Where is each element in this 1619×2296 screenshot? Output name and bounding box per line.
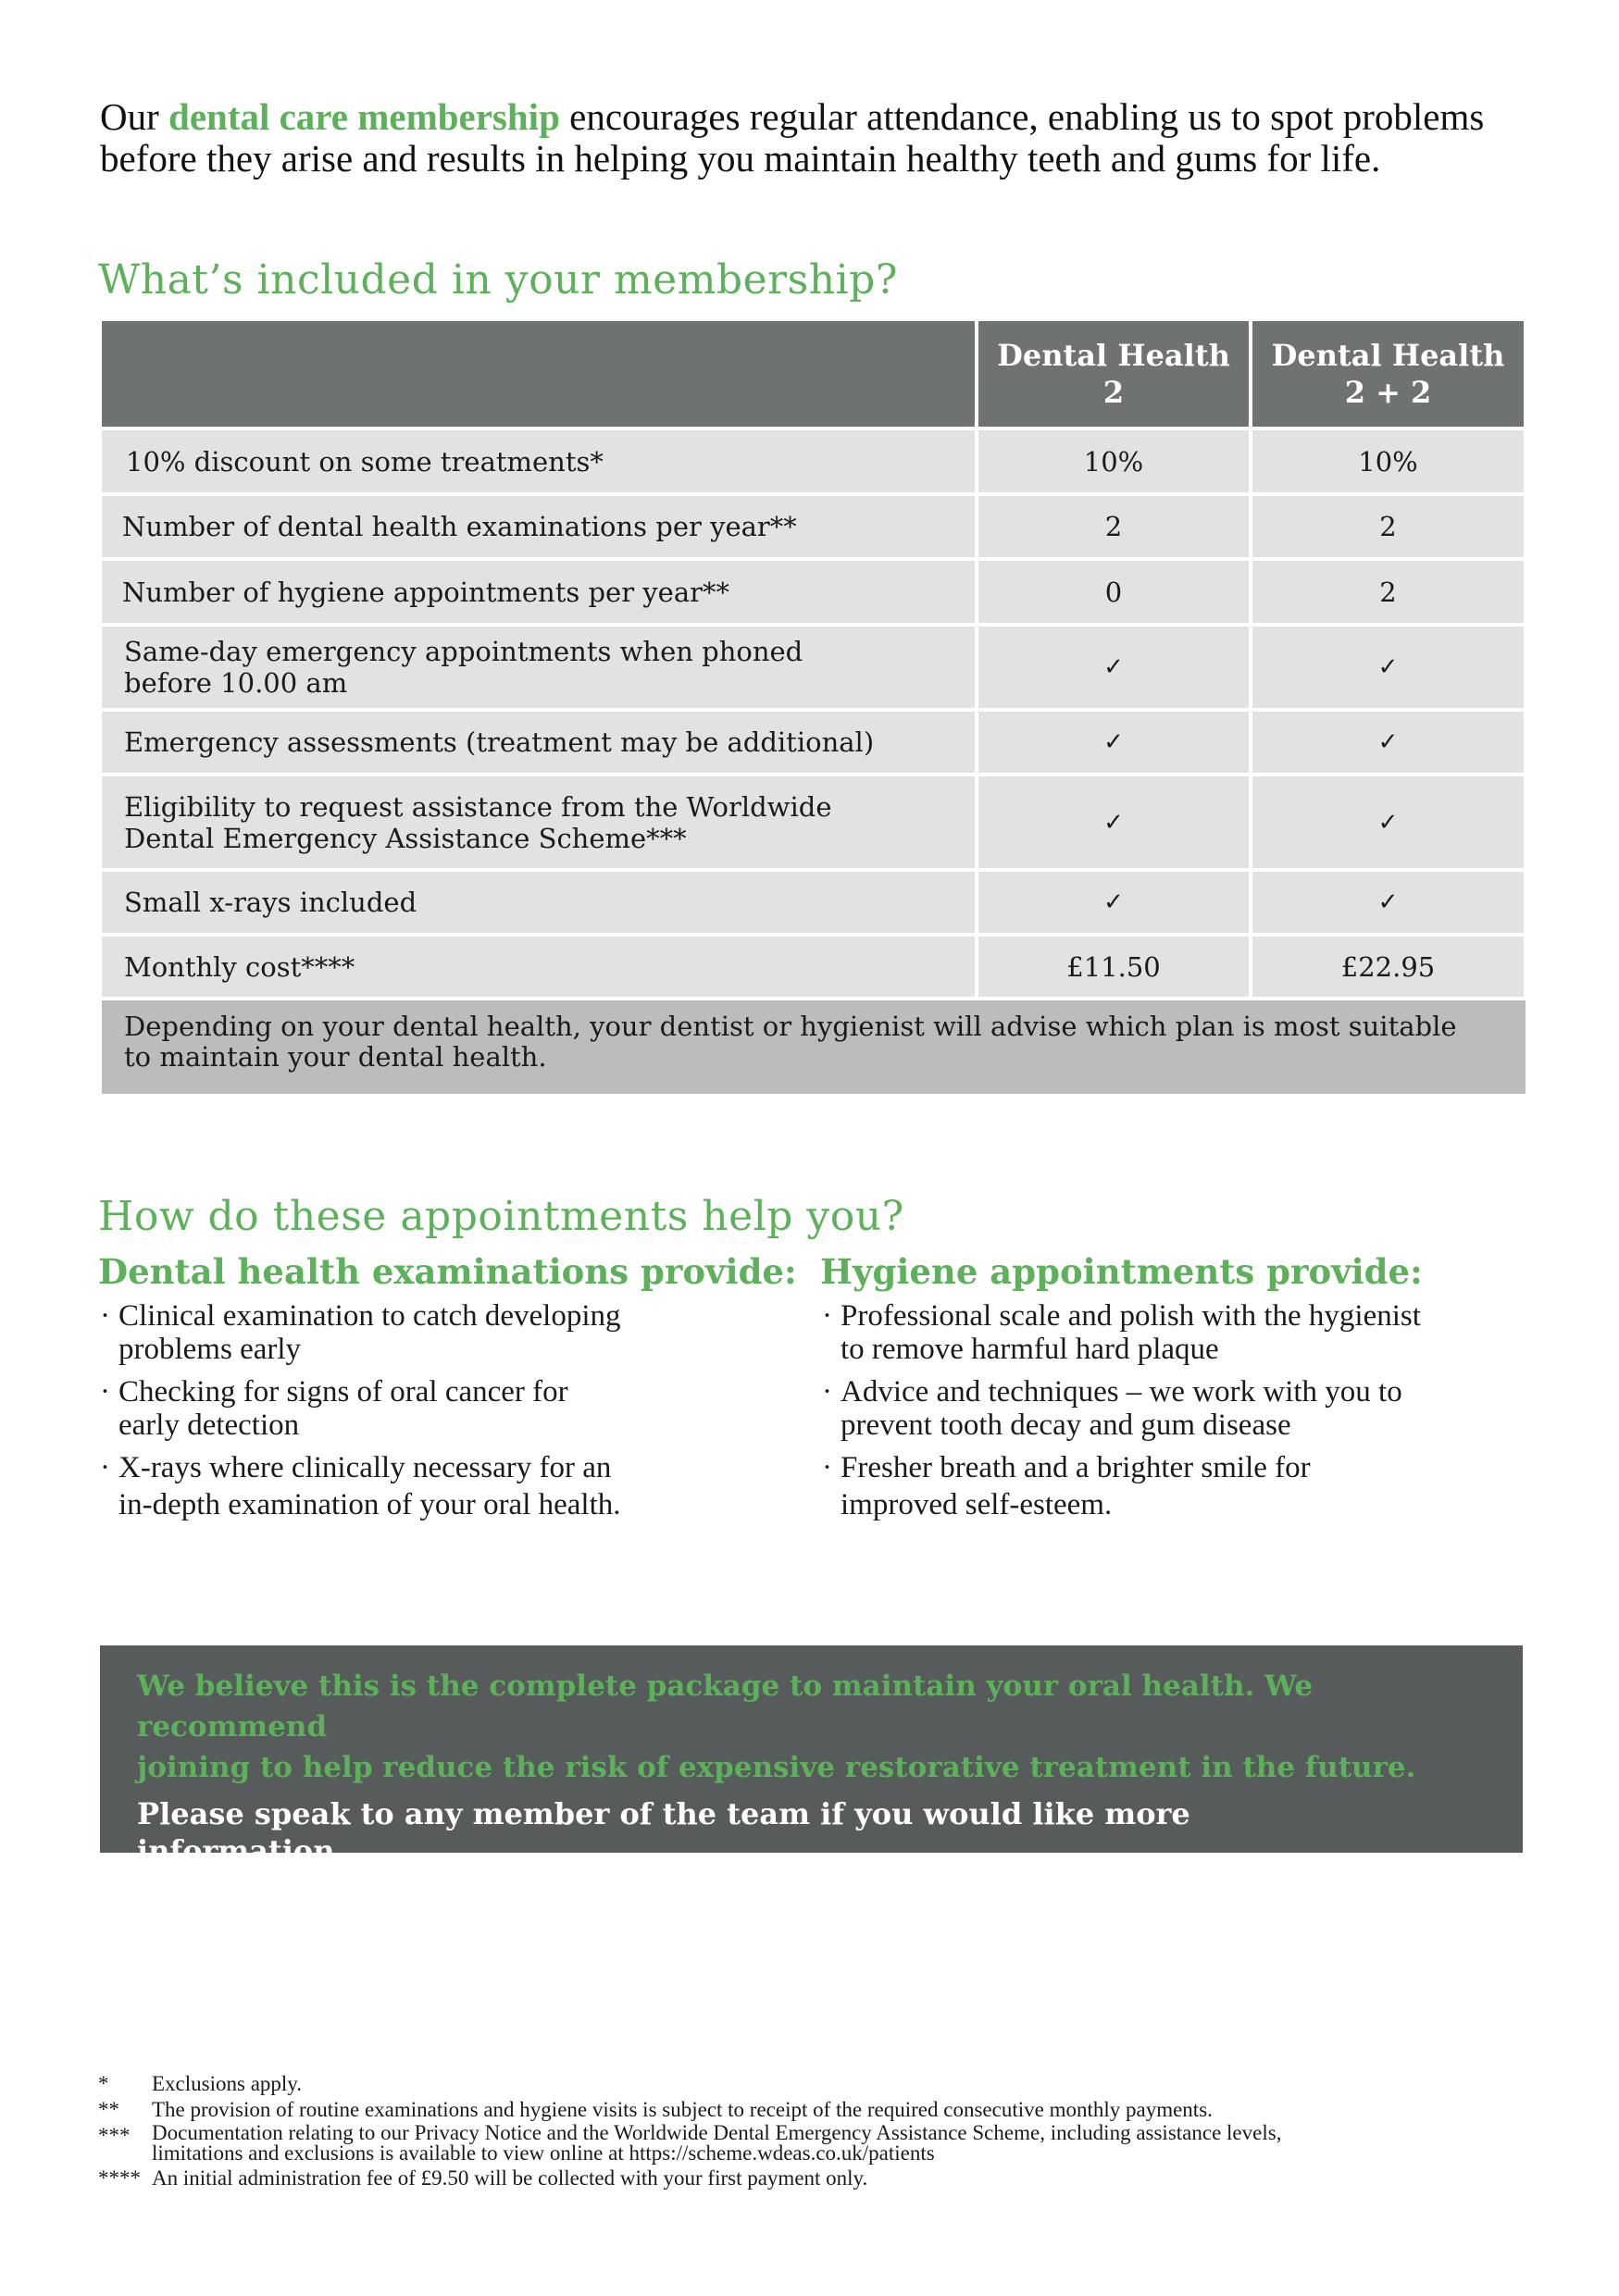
plan2-price: £22.95 — [1252, 937, 1524, 997]
plan2-value: 2 — [1252, 496, 1524, 557]
footnote-marker: * — [98, 2072, 109, 2095]
feature-line: Eligibility to request assistance from the Worldwide — [124, 790, 832, 823]
check-icon: ✓ — [1377, 728, 1399, 756]
intro-highlight: dental care membership — [168, 95, 560, 138]
footnote — [98, 2166, 1542, 2191]
list-item — [98, 1375, 746, 1442]
footnote-link-text: limitations and exclusions is available to view online at https://scheme.wdeas.co.uk/patients — [152, 2141, 935, 2165]
plan2-value — [1252, 712, 1524, 773]
table-row — [102, 496, 1524, 557]
list-item — [98, 1451, 746, 1521]
cta-line: We believe this is the complete package to maintain your oral health. We recommend — [137, 1669, 1314, 1744]
plan2-value — [1252, 627, 1524, 708]
footnote — [98, 2097, 1542, 2122]
list-item-line: Checking for signs of oral cancer for — [118, 1375, 568, 1409]
plan1-value — [978, 776, 1249, 868]
list-item-line: problems early — [118, 1333, 302, 1366]
table-row-monthly-cost — [102, 937, 1524, 997]
plan2-value: 10% — [1252, 430, 1524, 492]
list-item-line: early detection — [118, 1409, 300, 1442]
feature-cell: Monthly cost**** — [102, 937, 975, 997]
plan1-value — [978, 872, 1249, 933]
footnote-line: Documentation relating to our Privacy Notice and the Worldwide Dental Emergency Assistance Scheme, including assistance levels, — [152, 2121, 1282, 2144]
bullet-icon: · — [822, 1375, 832, 1409]
footnote — [98, 2123, 1542, 2164]
cta-line: Please speak to any member of the team if you would like more information — [137, 1796, 1190, 1868]
list-item-line: Clinical examination to catch developing — [118, 1299, 621, 1333]
footnote-marker: *** — [98, 2124, 131, 2147]
header-plan-dental-health-2-plus-2 — [1252, 321, 1524, 427]
plan1-value: 2 — [978, 496, 1249, 557]
feature-line: before 10.00 am — [124, 667, 348, 699]
appointments-heading: How do these appointments help you? — [98, 1193, 904, 1240]
note-line: to maintain your dental health. — [124, 1041, 547, 1073]
list-item — [820, 1375, 1524, 1442]
intro-prefix: Our — [100, 95, 169, 138]
feature-cell: Number of dental health examinations per year** — [102, 496, 975, 557]
feature-cell — [102, 776, 975, 868]
exams-subheading: Dental health examinations provide: — [98, 1251, 797, 1292]
feature-cell: Small x-rays included — [102, 872, 975, 933]
bullet-icon: · — [822, 1451, 832, 1484]
plan1-value — [978, 627, 1249, 708]
list-item-line: Professional scale and polish with the hygienist — [841, 1299, 1421, 1333]
footnote-text: An initial administration fee of £9.50 will be collected with your first payment only. — [152, 2166, 868, 2190]
list-item — [98, 1299, 746, 1366]
check-icon: ✓ — [1103, 888, 1124, 916]
list-item-line: in-depth examination of your oral health. — [118, 1488, 621, 1521]
table-note — [102, 1000, 1526, 1094]
plan1-value — [978, 712, 1249, 773]
bullet-icon: · — [822, 1299, 832, 1333]
list-item-line: prevent tooth decay and gum disease — [841, 1409, 1291, 1442]
exams-list — [98, 1299, 746, 1531]
check-icon: ✓ — [1377, 808, 1399, 837]
footnote-marker: ** — [98, 2098, 119, 2121]
table-header-row — [102, 321, 1524, 427]
footnotes — [98, 2071, 1542, 2191]
check-icon: ✓ — [1103, 728, 1124, 756]
intro-suffix: encourages regular attendance, enabling us to spot problems before they arise and results in helping you maintain healthy teeth and gums for life. — [100, 95, 1485, 180]
plan2-value: 2 — [1252, 561, 1524, 623]
bullet-icon: · — [100, 1299, 110, 1333]
note-line: Depending on your dental health, your dentist or hygienist will advise which plan is most suitable — [124, 1011, 1457, 1042]
check-icon: ✓ — [1103, 653, 1124, 681]
footnote-marker: **** — [98, 2166, 141, 2190]
feature-line: Same-day emergency appointments when phoned — [124, 636, 803, 667]
plan1-value: 0 — [978, 561, 1249, 623]
plan2-name: Dental Health — [1271, 338, 1505, 373]
plan1-price: £11.50 — [978, 937, 1249, 997]
plan2-value — [1252, 776, 1524, 868]
bullet-icon: · — [100, 1375, 110, 1409]
feature-cell: Emergency assessments (treatment may be additional) — [102, 712, 975, 773]
bullet-icon: · — [100, 1451, 110, 1484]
plan1-name: Dental Health — [997, 338, 1230, 373]
call-to-action-box — [100, 1645, 1523, 1905]
table-row — [102, 430, 1524, 492]
plan2-number: 2 + 2 — [1344, 375, 1432, 410]
cta-contact — [137, 1795, 1340, 1906]
check-icon: ✓ — [1103, 808, 1124, 837]
check-icon: ✓ — [1377, 653, 1399, 681]
cta-recommendation — [137, 1666, 1461, 1788]
cta-line: or for details on how to register. — [137, 1870, 675, 1905]
table-row — [102, 712, 1524, 773]
plan1-value: 10% — [978, 430, 1249, 492]
list-item-line: Fresher breath and a brighter smile for — [841, 1451, 1311, 1484]
list-item — [820, 1451, 1524, 1521]
list-item-line: improved self-esteem. — [841, 1488, 1113, 1521]
feature-cell: Number of hygiene appointments per year** — [102, 561, 975, 623]
table-row — [102, 561, 1524, 623]
feature-cell: 10% discount on some treatments* — [102, 430, 975, 492]
list-item-line: to remove harmful hard plaque — [841, 1333, 1219, 1366]
table-row — [102, 627, 1524, 708]
membership-heading: What’s included in your membership? — [98, 256, 898, 304]
header-feature-cell — [102, 321, 975, 427]
cta-line: joining to help reduce the risk of expensive restorative treatment in the future. — [137, 1751, 1416, 1784]
plan1-number: 2 — [1102, 375, 1125, 410]
footnote — [98, 2071, 1542, 2096]
footnote-text: The provision of routine examinations and hygiene visits is subject to receipt of the required consecutive monthly payments. — [152, 2098, 1213, 2121]
footnote-text — [152, 2123, 1542, 2164]
hygiene-list — [820, 1299, 1524, 1531]
check-icon: ✓ — [1377, 888, 1399, 916]
list-item — [820, 1299, 1524, 1366]
intro-paragraph — [100, 96, 1563, 180]
list-item-line: X-rays where clinically necessary for an — [118, 1451, 612, 1484]
feature-cell — [102, 627, 975, 708]
header-plan-dental-health-2 — [978, 321, 1249, 427]
membership-table — [102, 321, 1524, 1094]
hygiene-subheading: Hygiene appointments provide: — [820, 1251, 1423, 1292]
feature-line: Dental Emergency Assistance Scheme*** — [124, 822, 687, 854]
table-row — [102, 872, 1524, 933]
list-item-line: Advice and techniques – we work with you to — [841, 1375, 1402, 1409]
footnote-text: Exclusions apply. — [152, 2072, 303, 2095]
plan2-value — [1252, 872, 1524, 933]
table-row — [102, 776, 1524, 868]
